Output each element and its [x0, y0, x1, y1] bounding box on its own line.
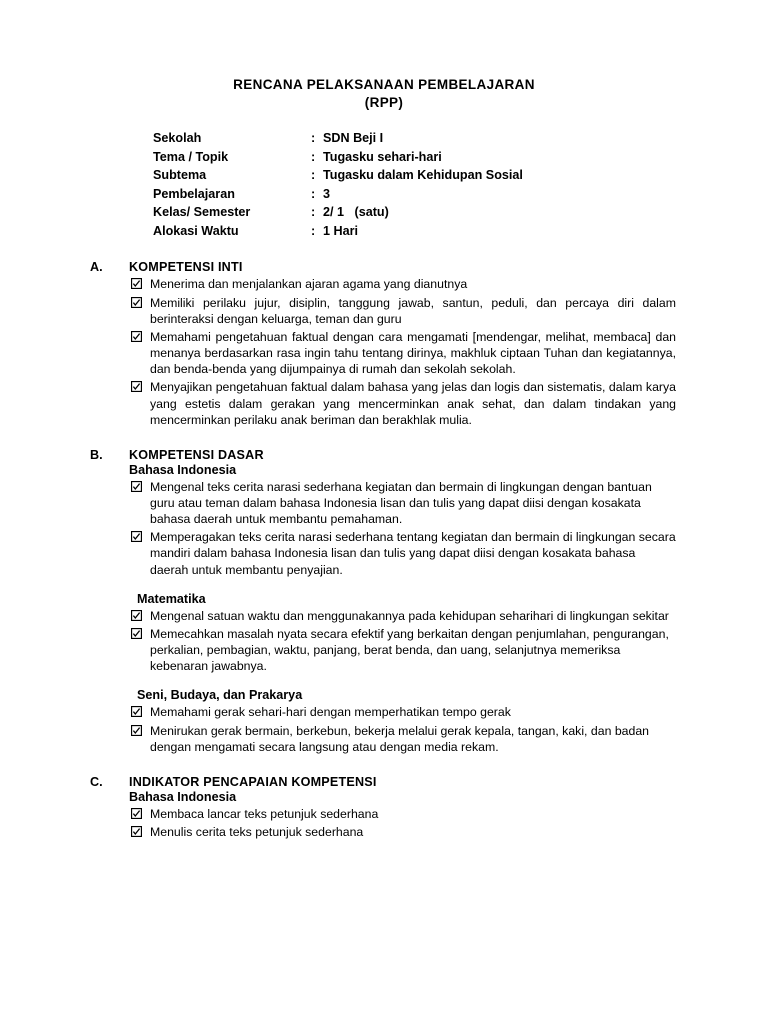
- list-item: [0, 479, 768, 527]
- list-item: [0, 608, 768, 624]
- document-title-block: [0, 0, 768, 112]
- checked-checkbox-icon: [131, 610, 142, 621]
- metadata-value: 2/ 1 (satu): [323, 205, 389, 220]
- metadata-row-tema-topik: [153, 148, 768, 167]
- section-title: KOMPETENSI INTI: [129, 260, 243, 275]
- list-item: [0, 723, 768, 755]
- metadata-row-subtema: [153, 166, 768, 185]
- section-letter: C.: [90, 774, 103, 789]
- section-heading: [0, 775, 768, 789]
- list-item: [0, 806, 768, 822]
- checked-checkbox-icon: [131, 297, 142, 308]
- page-title: RENCANA PELAKSANAAN PEMBELAJARAN: [233, 77, 535, 92]
- section-heading: [0, 260, 768, 274]
- list-item-text: Memecahkan masalah nyata secara efektif yang berkaitan dengan penjumlahan, pengurangan, perkalian, pembagian, waktu, panjang, berat benda, dan uang, selanjutnya memeriksa kebenaran jawabnya.: [150, 626, 669, 674]
- metadata-colon: :: [311, 205, 316, 220]
- metadata-label: Alokasi Waktu: [153, 223, 239, 238]
- checked-checkbox-icon: [131, 531, 142, 542]
- metadata-value: SDN Beji I: [323, 131, 384, 146]
- metadata-value: Tugasku sehari-hari: [323, 149, 442, 164]
- section-title: INDIKATOR PENCAPAIAN KOMPETENSI: [129, 774, 377, 789]
- list-item-text: Menerima dan menjalankan ajaran agama yang dianutnya: [150, 277, 468, 292]
- metadata-label: Tema / Topik: [153, 149, 229, 164]
- metadata-label: Subtema: [153, 168, 207, 183]
- subject-heading-bahasa-indonesia: Bahasa Indonesia: [129, 462, 237, 477]
- list-item-text: Membaca lancar teks petunjuk sederhana: [150, 806, 379, 821]
- metadata-value: Tugasku dalam Kehidupan Sosial: [323, 168, 523, 183]
- metadata-value: 3: [323, 186, 331, 201]
- list-item-text: Menulis cerita teks petunjuk sederhana: [150, 825, 364, 840]
- list-item: [0, 276, 768, 292]
- list-item-text: Memahami pengetahuan faktual dengan cara mengamati [mendengar, melihat, membaca] dan menanya berdasarkan rasa ingin tahu tentang dirinya, makhluk ciptaan Tuhan dan kegiatannya, dan benda-benda yang dijumpainya di rumah dan sekolah sekolah.: [150, 329, 676, 377]
- list-item: [0, 626, 768, 674]
- checked-checkbox-icon: [131, 278, 142, 289]
- list-item-text: Menyajikan pengetahuan faktual dalam bahasa yang jelas dan logis dan sistematis, dalam karya yang estetis dalam gerakan yang mencerminkan anak sehat, dan dalam tindakan yang mencerminkan perilaku anak beriman dan berakhlak mulia.: [150, 380, 676, 427]
- page-subtitle: (RPP): [364, 95, 404, 111]
- checked-checkbox-icon: [131, 826, 142, 837]
- section-heading: [0, 448, 768, 462]
- metadata-label: Pembelajaran: [153, 186, 235, 201]
- checked-checkbox-icon: [131, 808, 142, 819]
- checked-checkbox-icon: [131, 331, 142, 342]
- metadata-row-alokasi-waktu: [153, 222, 768, 241]
- metadata-label: Sekolah: [153, 131, 202, 146]
- section-kompetensi-dasar: [0, 448, 768, 755]
- list-item-text: Mengenal satuan waktu dan menggunakannya pada kehidupan seharihari di lingkungan sekitar: [150, 608, 669, 623]
- section-letter: B.: [90, 447, 103, 462]
- list-item-text: Memperagakan teks cerita narasi sederhana tentang kegiatan dan bermain di lingkungan secara mandiri dalam bahasa Indonesia lisan dan tulis yang dapat diisi dengan kosakata bahasa daerah untuk membantu penyajian.: [150, 530, 676, 577]
- list-kd-bahasa-indonesia: [0, 479, 768, 578]
- metadata-row-kelas-semester: [153, 203, 768, 222]
- list-indikator-bahasa-indonesia: [0, 806, 768, 840]
- list-item-text: Memiliki perilaku jujur, disiplin, tanggung jawab, santun, peduli, dan percaya diri dalam berinteraksi dengan keluarga, teman dan guru: [150, 295, 676, 326]
- metadata-label: Kelas/ Semester: [153, 205, 251, 220]
- metadata-colon: :: [311, 131, 316, 146]
- checked-checkbox-icon: [131, 481, 142, 492]
- list-item: [0, 295, 768, 327]
- list-item: [0, 704, 768, 720]
- section-title: KOMPETENSI DASAR: [129, 447, 264, 462]
- metadata-row-sekolah: [153, 129, 768, 148]
- metadata-value: 1 Hari: [323, 223, 359, 238]
- checked-checkbox-icon: [131, 725, 142, 736]
- list-item: [0, 329, 768, 377]
- checked-checkbox-icon: [131, 706, 142, 717]
- subject-heading-matematika: Matematika: [137, 591, 206, 606]
- section-indikator-pencapaian-kompetensi: [0, 775, 768, 840]
- subject-heading-bahasa-indonesia: Bahasa Indonesia: [129, 789, 237, 804]
- section-letter: A.: [90, 260, 103, 275]
- list-item: [0, 379, 768, 427]
- list-item: [0, 529, 768, 577]
- metadata-colon: :: [311, 186, 316, 201]
- list-item-text: Menirukan gerak bermain, berkebun, bekerja melalui gerak kepala, tangan, kaki, dan badan dengan mengamati secara langsung atau dengan media rekam.: [150, 723, 650, 754]
- list-item-text: Memahami gerak sehari-hari dengan memperhatikan tempo gerak: [150, 705, 511, 720]
- document-metadata: [0, 129, 768, 240]
- list-item: [0, 824, 768, 840]
- list-item-text: Mengenal teks cerita narasi sederhana kegiatan dan bermain di lingkungan dengan bantuan guru atau teman dalam bahasa Indonesia lisan dan tulis yang dapat diisi dengan kosakata bahasa daerah untuk membantu pemahaman.: [150, 479, 652, 527]
- checked-checkbox-icon: [131, 381, 142, 392]
- section-kompetensi-inti: [0, 260, 768, 427]
- list-kd-seni-budaya-prakarya: [0, 704, 768, 754]
- checked-checkbox-icon: [131, 628, 142, 639]
- metadata-colon: :: [311, 149, 316, 164]
- list-kompetensi-inti: [0, 276, 768, 427]
- metadata-colon: :: [311, 168, 316, 183]
- subject-heading-seni-budaya-prakarya: Seni, Budaya, dan Prakarya: [137, 688, 303, 703]
- metadata-colon: :: [311, 223, 316, 238]
- metadata-row-pembelajaran: [153, 185, 768, 204]
- list-kd-matematika: [0, 608, 768, 675]
